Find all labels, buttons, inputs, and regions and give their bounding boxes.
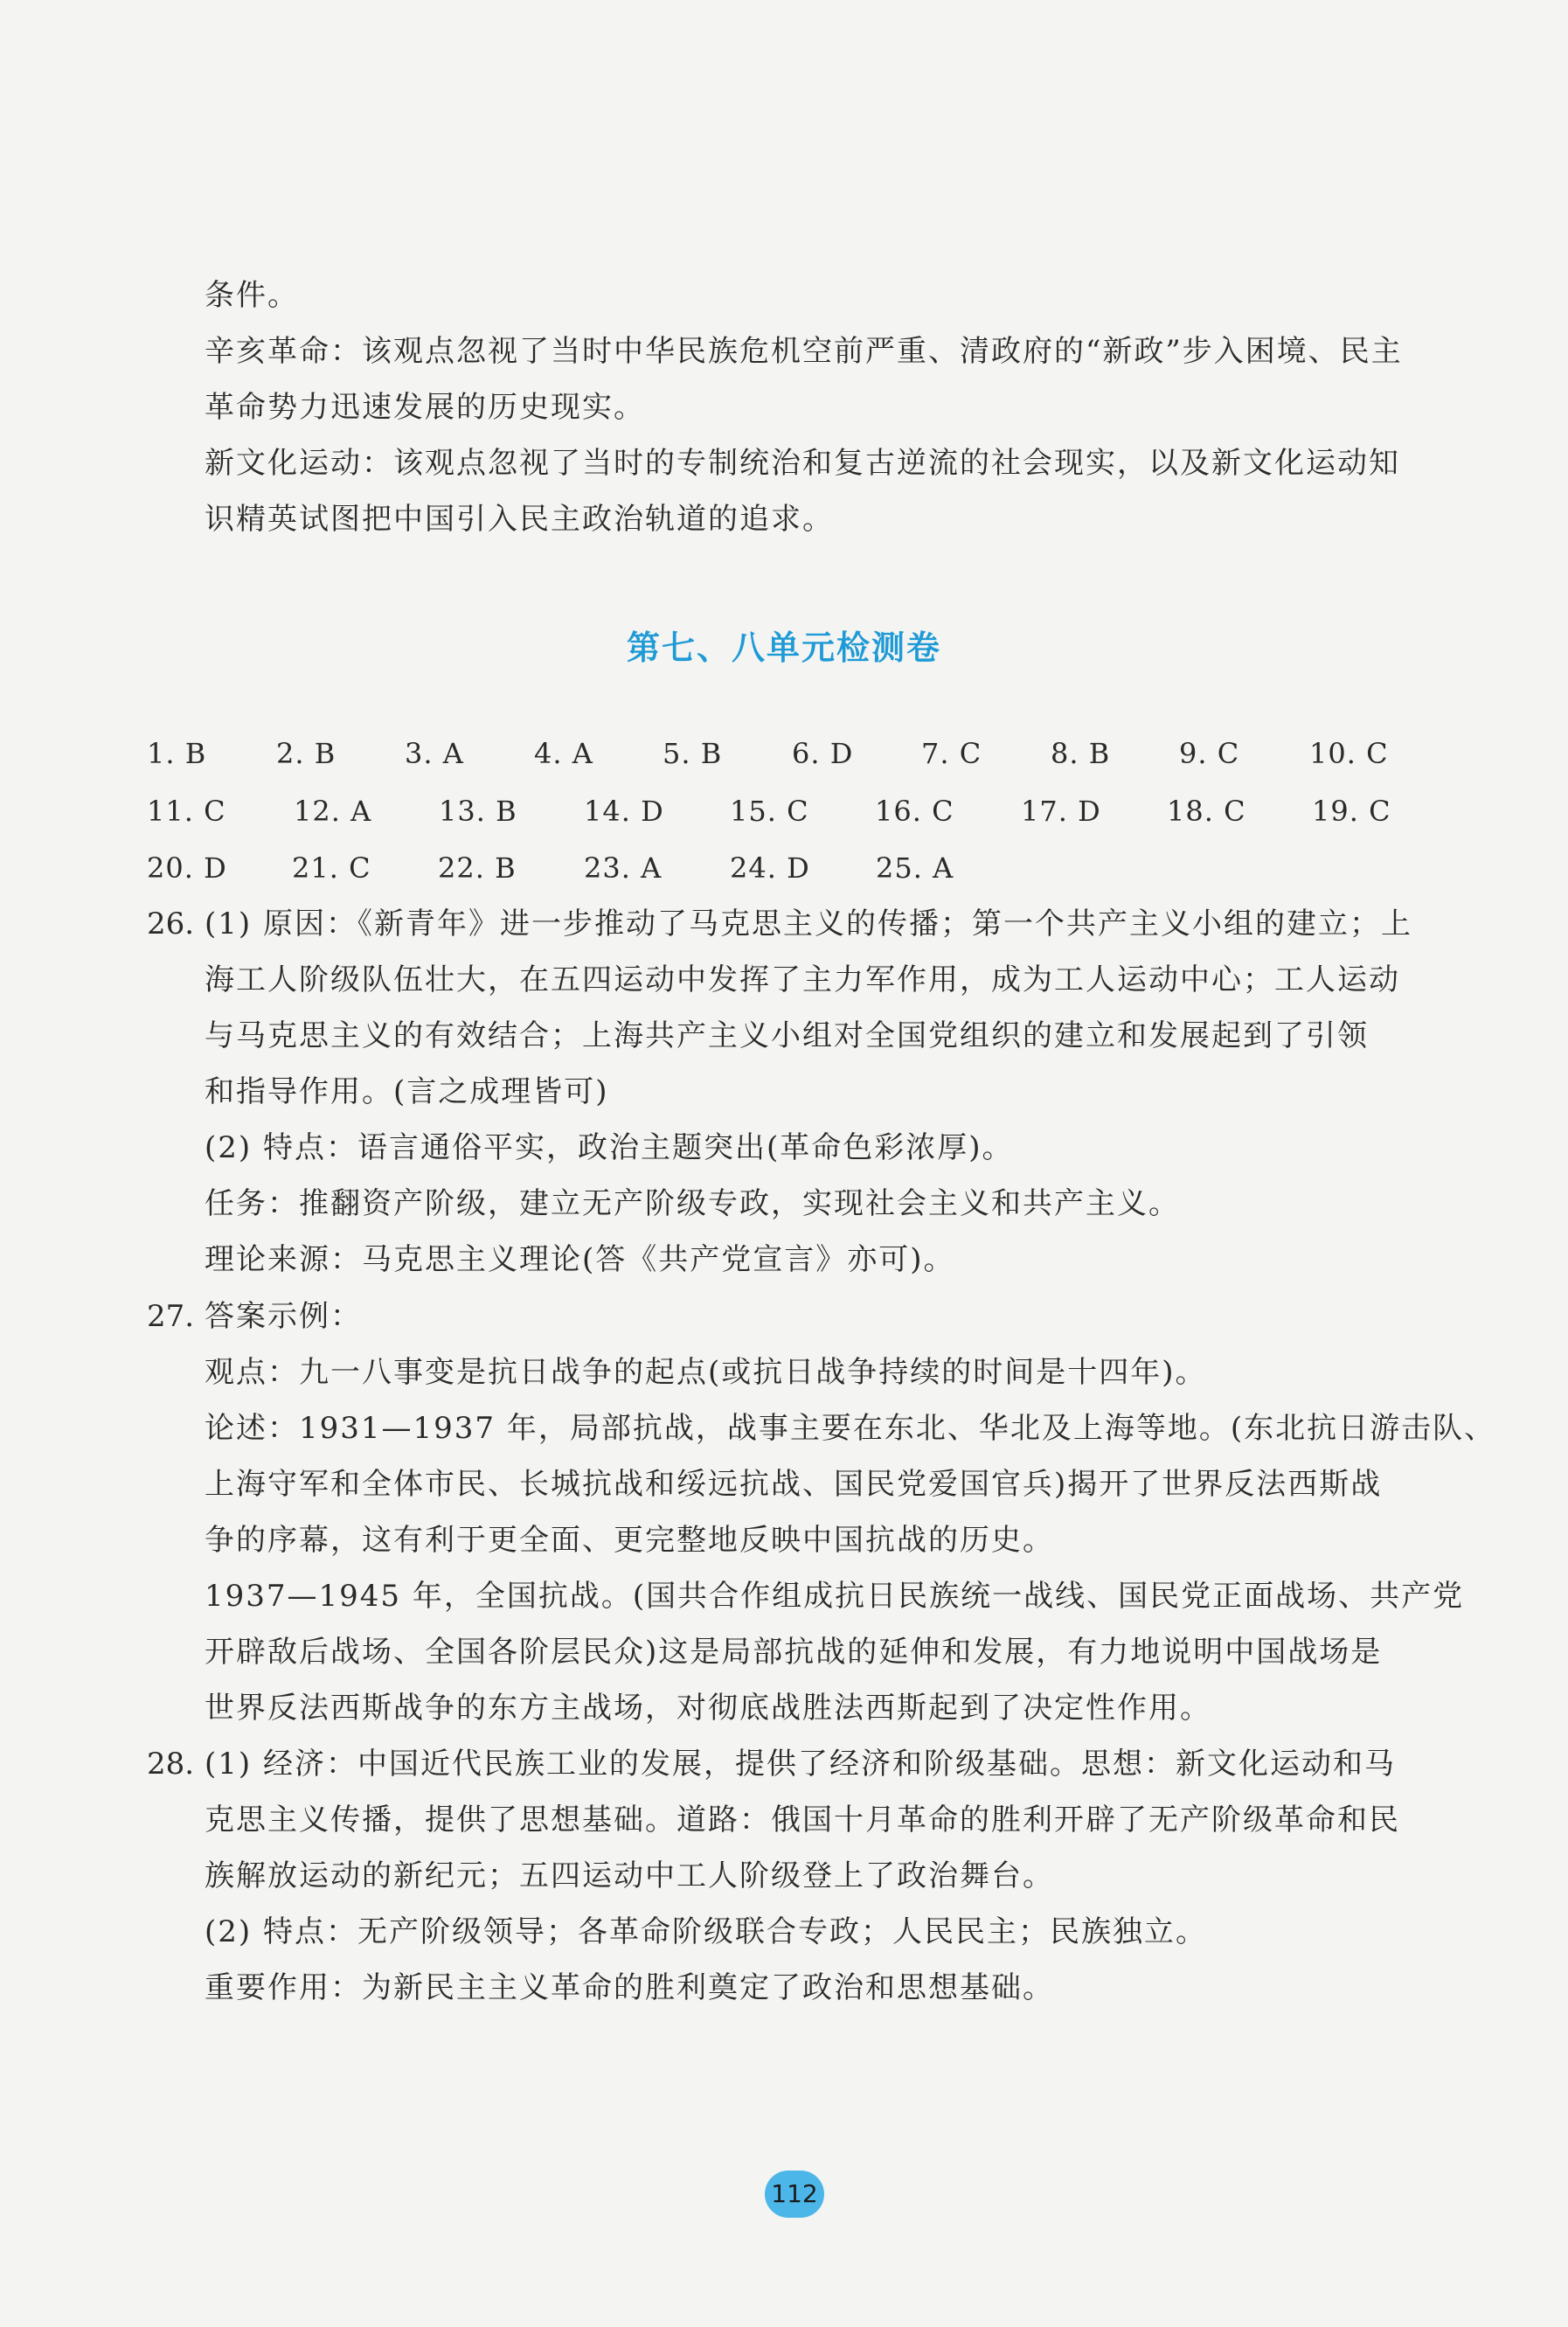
answer-line: 论述：1931—1937 年，局部抗战，战事主要在东北、华北及上海等地。(东北抗日游击队、 xyxy=(205,1411,1496,1446)
answer-line: 争的序幕，这有利于更全面、更完整地反映中国抗战的历史。 xyxy=(205,1523,1054,1558)
section-title: 第七、八单元检测卷 xyxy=(626,629,941,667)
mc-answer: 4. A xyxy=(534,737,593,770)
answer-line: 海工人阶级队伍壮大，在五四运动中发挥了主力军作用，成为工人运动中心；工人运动 xyxy=(205,962,1400,997)
answer-line: 答案示例： xyxy=(205,1299,362,1334)
mc-answer: 5. B xyxy=(663,737,723,770)
mc-answer: 1. B xyxy=(147,737,207,770)
mc-answer: 19. C xyxy=(1312,795,1391,828)
mc-answer: 13. B xyxy=(439,795,517,828)
answer-line: 族解放运动的新纪元；五四运动中工人阶级登上了政治舞台。 xyxy=(205,1858,1054,1893)
intro-line: 革命势力迅速发展的历史现实。 xyxy=(205,390,645,425)
mc-answer: 11. C xyxy=(147,795,226,828)
mc-answer: 25. A xyxy=(876,851,954,885)
mc-answer: 7. C xyxy=(921,737,982,770)
intro-line: 条件。 xyxy=(205,278,299,313)
mc-answer: 8. B xyxy=(1051,737,1111,770)
mc-answer: 18. C xyxy=(1167,795,1246,828)
question-number: 27. xyxy=(147,1299,195,1334)
mc-answer: 2. B xyxy=(276,737,336,770)
mc-answer: 12. A xyxy=(294,795,372,828)
mc-answer: 14. D xyxy=(584,795,664,828)
answer-line: 开辟敌后战场、全国各阶层民众)这是局部抗战的延伸和发展，有力地说明中国战场是 xyxy=(205,1635,1383,1670)
mc-answer-row xyxy=(147,851,1458,886)
mc-answer: 22. B xyxy=(438,851,517,885)
question-number: 28. xyxy=(147,1747,195,1782)
answer-line: 与马克思主义的有效结合；上海共产主义小组对全国党组织的建立和发展起到了引领 xyxy=(205,1018,1369,1053)
answer-line: (2) 特点：无产阶级领导；各革命阶级联合专政；人民民主；民族独立。 xyxy=(205,1914,1207,1949)
mc-answer: 6. D xyxy=(792,737,854,770)
mc-answer: 10. C xyxy=(1309,737,1389,770)
answer-line: 和指导作用。(言之成理皆可) xyxy=(205,1074,609,1109)
mc-answer: 3. A xyxy=(405,737,464,770)
mc-answer: 15. C xyxy=(730,795,809,828)
answer-line: (1) 经济：中国近代民族工业的发展，提供了经济和阶级基础。思想：新文化运动和马 xyxy=(205,1747,1396,1782)
answer-line: 克思主义传播，提供了思想基础。道路：俄国十月革命的胜利开辟了无产阶级革命和民 xyxy=(205,1803,1400,1837)
answer-line: 任务：推翻资产阶级，建立无产阶级专政，实现社会主义和共产主义。 xyxy=(205,1186,1180,1221)
mc-answer-row xyxy=(147,736,1458,771)
mc-answer: 24. D xyxy=(730,851,810,885)
mc-answer: 23. A xyxy=(584,851,663,885)
page-number-badge: 112 xyxy=(765,2171,824,2218)
mc-answer: 21. C xyxy=(292,851,371,885)
answer-line: (2) 特点：语言通俗平实，政治主题突出(革命色彩浓厚)。 xyxy=(205,1130,1014,1165)
answer-line: 重要作用：为新民主主义革命的胜利奠定了政治和思想基础。 xyxy=(205,1970,1054,2005)
intro-line: 新文化运动：该观点忽视了当时的专制统治和复古逆流的社会现实，以及新文化运动知 xyxy=(205,446,1400,481)
answer-line: 1937—1945 年，全国抗战。(国共合作组成抗日民族统一战线、国民党正面战场、共产党 xyxy=(205,1579,1465,1614)
mc-answer-row xyxy=(147,794,1458,829)
answer-line: 观点：九一八事变是抗日战争的起点(或抗日战争持续的时间是十四年)。 xyxy=(205,1355,1207,1390)
mc-answer: 16. C xyxy=(875,795,954,828)
mc-answer: 17. D xyxy=(1021,795,1101,828)
mc-answer: 9. C xyxy=(1179,737,1240,770)
mc-answer: 20. D xyxy=(147,851,227,885)
question-number: 26. xyxy=(147,906,195,941)
intro-line: 识精英试图把中国引入民主政治轨道的追求。 xyxy=(205,502,834,537)
answer-line: 上海守军和全体市民、长城抗战和绥远抗战、国民党爱国官兵)揭开了世界反法西斯战 xyxy=(205,1467,1383,1502)
answer-line: (1) 原因：《新青年》进一步推动了马克思主义的传播；第一个共产主义小组的建立；上 xyxy=(205,906,1412,941)
answer-line: 世界反法西斯战争的东方主战场，对彻底战胜法西斯起到了决定性作用。 xyxy=(205,1691,1211,1726)
answer-line: 理论来源：马克思主义理论(答《共产党宣言》亦可)。 xyxy=(205,1242,955,1277)
intro-line: 辛亥革命：该观点忽视了当时中华民族危机空前严重、清政府的“新政”步入困境、民主 xyxy=(205,334,1403,369)
